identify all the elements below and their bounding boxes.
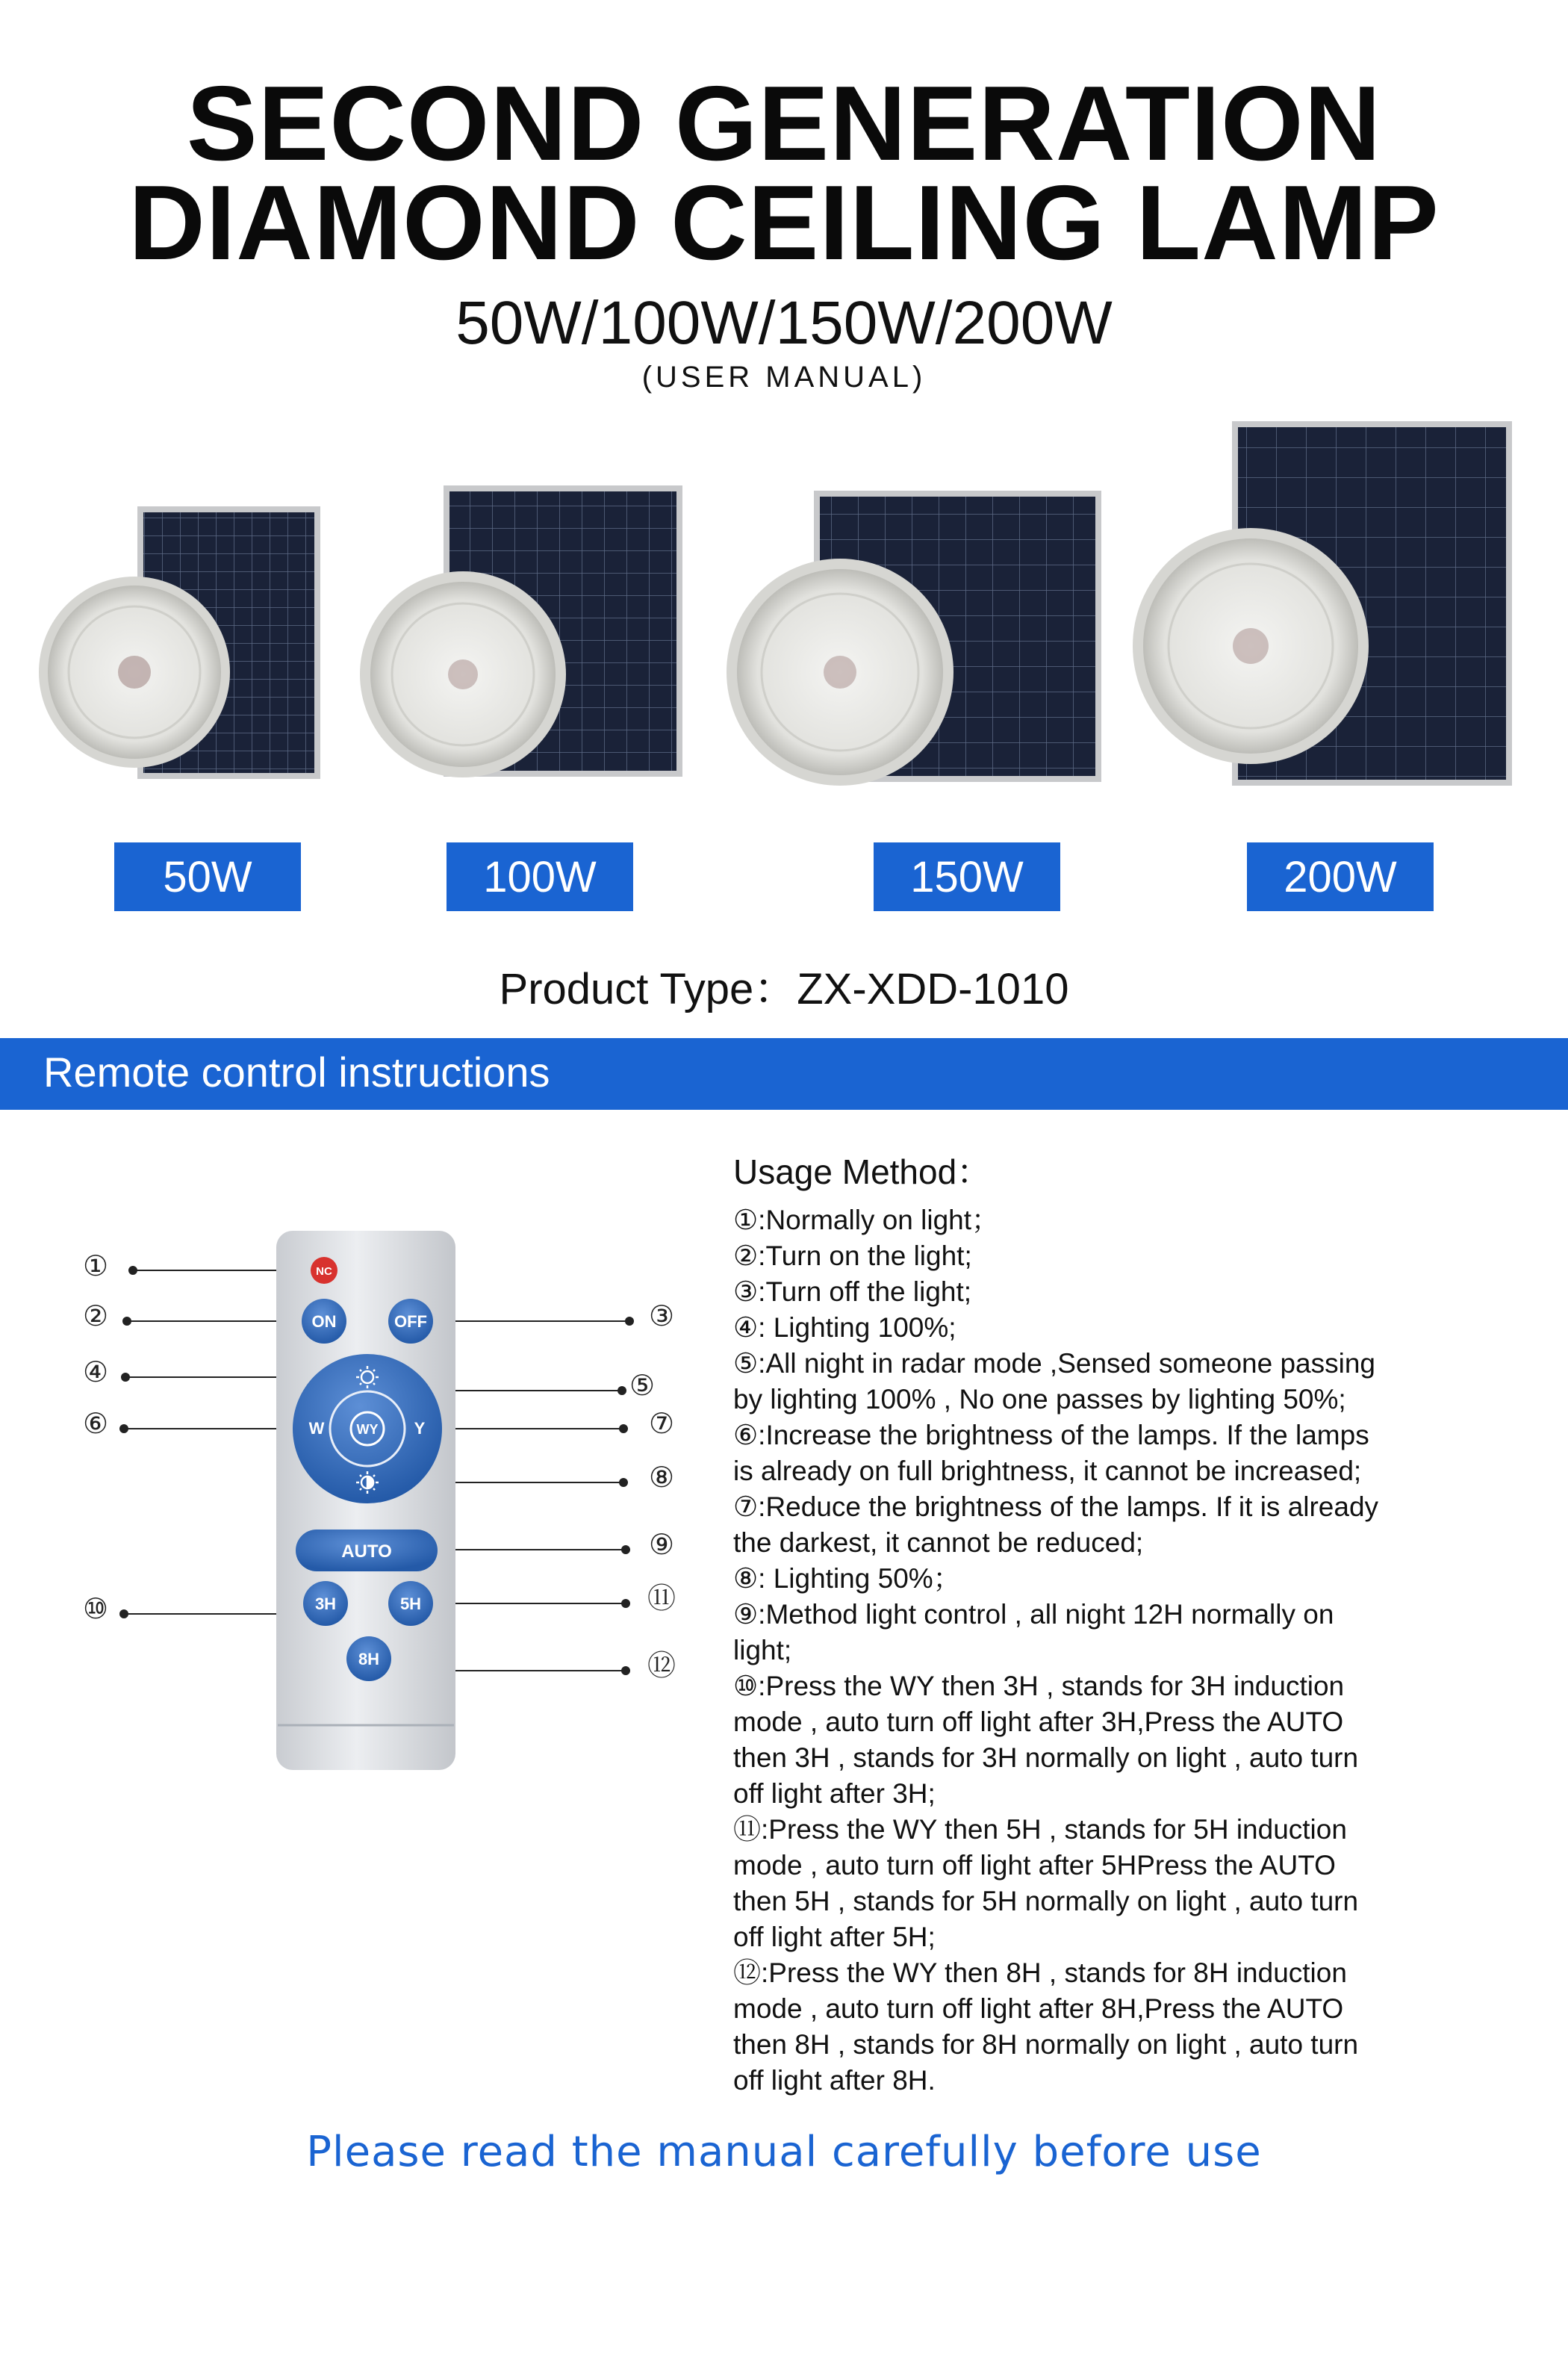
callout-4: ④ <box>82 1356 109 1388</box>
callout-2: ② <box>82 1299 109 1332</box>
callout-6: ⑥ <box>82 1407 109 1440</box>
remote-off-label: OFF <box>394 1312 427 1331</box>
usage-line: ⑫:Press the WY then 8H , stands for 8H induction <box>733 1957 1347 1988</box>
badge-100w: 100W <box>447 842 633 911</box>
remote-5h-label: 5H <box>399 1594 422 1613</box>
callout-1: ① <box>82 1249 109 1282</box>
callout-12: ⑫ <box>647 1649 676 1682</box>
usage-line: ⑨:Method light control , all night 12H normally on <box>733 1599 1334 1630</box>
callout-11: ⑪ <box>647 1582 676 1615</box>
badge-50w: 50W <box>114 842 301 911</box>
usage-line: mode , auto turn off light after 3H,Press the AUTO <box>733 1707 1344 1737</box>
remote-auto-label: AUTO <box>341 1541 392 1562</box>
callout-7: ⑦ <box>648 1407 675 1440</box>
wattage-subtitle: 50W/100W/150W/200W <box>455 289 1113 357</box>
title-line-1: SECOND GENERATION <box>186 64 1382 183</box>
usage-line: ⑥:Increase the brightness of the lamps. If the lamps <box>733 1420 1369 1450</box>
footer-note: Please read the manual carefully before use <box>306 2128 1262 2176</box>
usage-line: then 3H , stands for 3H normally on light , auto turn <box>733 1742 1359 1773</box>
callout-10: ⑩ <box>82 1592 109 1625</box>
usage-line: is already on full brightness, it cannot be increased; <box>733 1456 1362 1486</box>
usage-line: ①:Normally on light； <box>733 1205 999 1235</box>
usage-line: mode , auto turn off light after 5HPress the AUTO <box>733 1850 1336 1881</box>
product-image-100w <box>358 484 687 783</box>
user-manual-label: (USER MANUAL) <box>641 361 927 394</box>
callout-5: ⑤ <box>629 1369 656 1402</box>
callout-8: ⑧ <box>648 1461 675 1494</box>
section-banner <box>0 1038 1568 1110</box>
usage-line: ②:Turn on the light; <box>733 1240 972 1271</box>
remote-on-label: ON <box>311 1312 337 1331</box>
usage-line: ⑧: Lighting 50%； <box>733 1563 961 1594</box>
usage-line: the darkest, it cannot be reduced; <box>733 1527 1144 1558</box>
remote-8h-label: 8H <box>358 1650 380 1668</box>
section-banner-title: Remote control instructions <box>43 1049 550 1096</box>
usage-line: ⑤:All night in radar mode ,Sensed someone passing <box>733 1348 1375 1379</box>
usage-list <box>733 1202 1532 2099</box>
usage-line: then 8H , stands for 8H normally on light , auto turn <box>733 2029 1359 2060</box>
usage-line: light; <box>733 1635 792 1665</box>
remote-wy-label: WY <box>356 1422 379 1437</box>
remote-y-label[interactable]: Y <box>414 1419 426 1438</box>
usage-title: Usage Method： <box>733 1152 992 1191</box>
badge-200w: 200W <box>1247 842 1434 911</box>
usage-line: ⑪:Press the WY then 5H , stands for 5H induction <box>733 1814 1347 1845</box>
usage-line: by lighting 100% , No one passes by lighting 50%; <box>733 1384 1346 1415</box>
title-line-2: DIAMOND CEILING LAMP <box>128 164 1440 282</box>
remote-3h-label: 3H <box>314 1594 337 1613</box>
remote-nc-label: NC <box>316 1265 332 1278</box>
usage-line: off light after 8H. <box>733 2065 936 2096</box>
product-image-50w <box>37 500 329 784</box>
usage-line: ③:Turn off the light; <box>733 1276 972 1307</box>
usage-line: off light after 5H; <box>733 1922 936 1952</box>
product-image-150w <box>724 489 1105 788</box>
callout-3: ③ <box>648 1299 675 1332</box>
callout-9: ⑨ <box>648 1528 675 1561</box>
usage-line: off light after 3H; <box>733 1778 936 1809</box>
remote-w-label[interactable]: W <box>308 1419 325 1438</box>
product-image-200w <box>1127 418 1516 792</box>
usage-line: ④: Lighting 100%; <box>733 1312 956 1343</box>
usage-line: ⑩:Press the WY then 3H , stands for 3H induction <box>733 1671 1345 1701</box>
usage-line: ⑦:Reduce the brightness of the lamps. If it is already <box>733 1491 1379 1522</box>
product-type: Product Type：ZX-XDD-1010 <box>499 965 1069 1013</box>
badge-150w: 150W <box>874 842 1060 911</box>
usage-line: mode , auto turn off light after 8H,Press the AUTO <box>733 1993 1344 2024</box>
usage-line: then 5H , stands for 5H normally on light , auto turn <box>733 1886 1359 1916</box>
